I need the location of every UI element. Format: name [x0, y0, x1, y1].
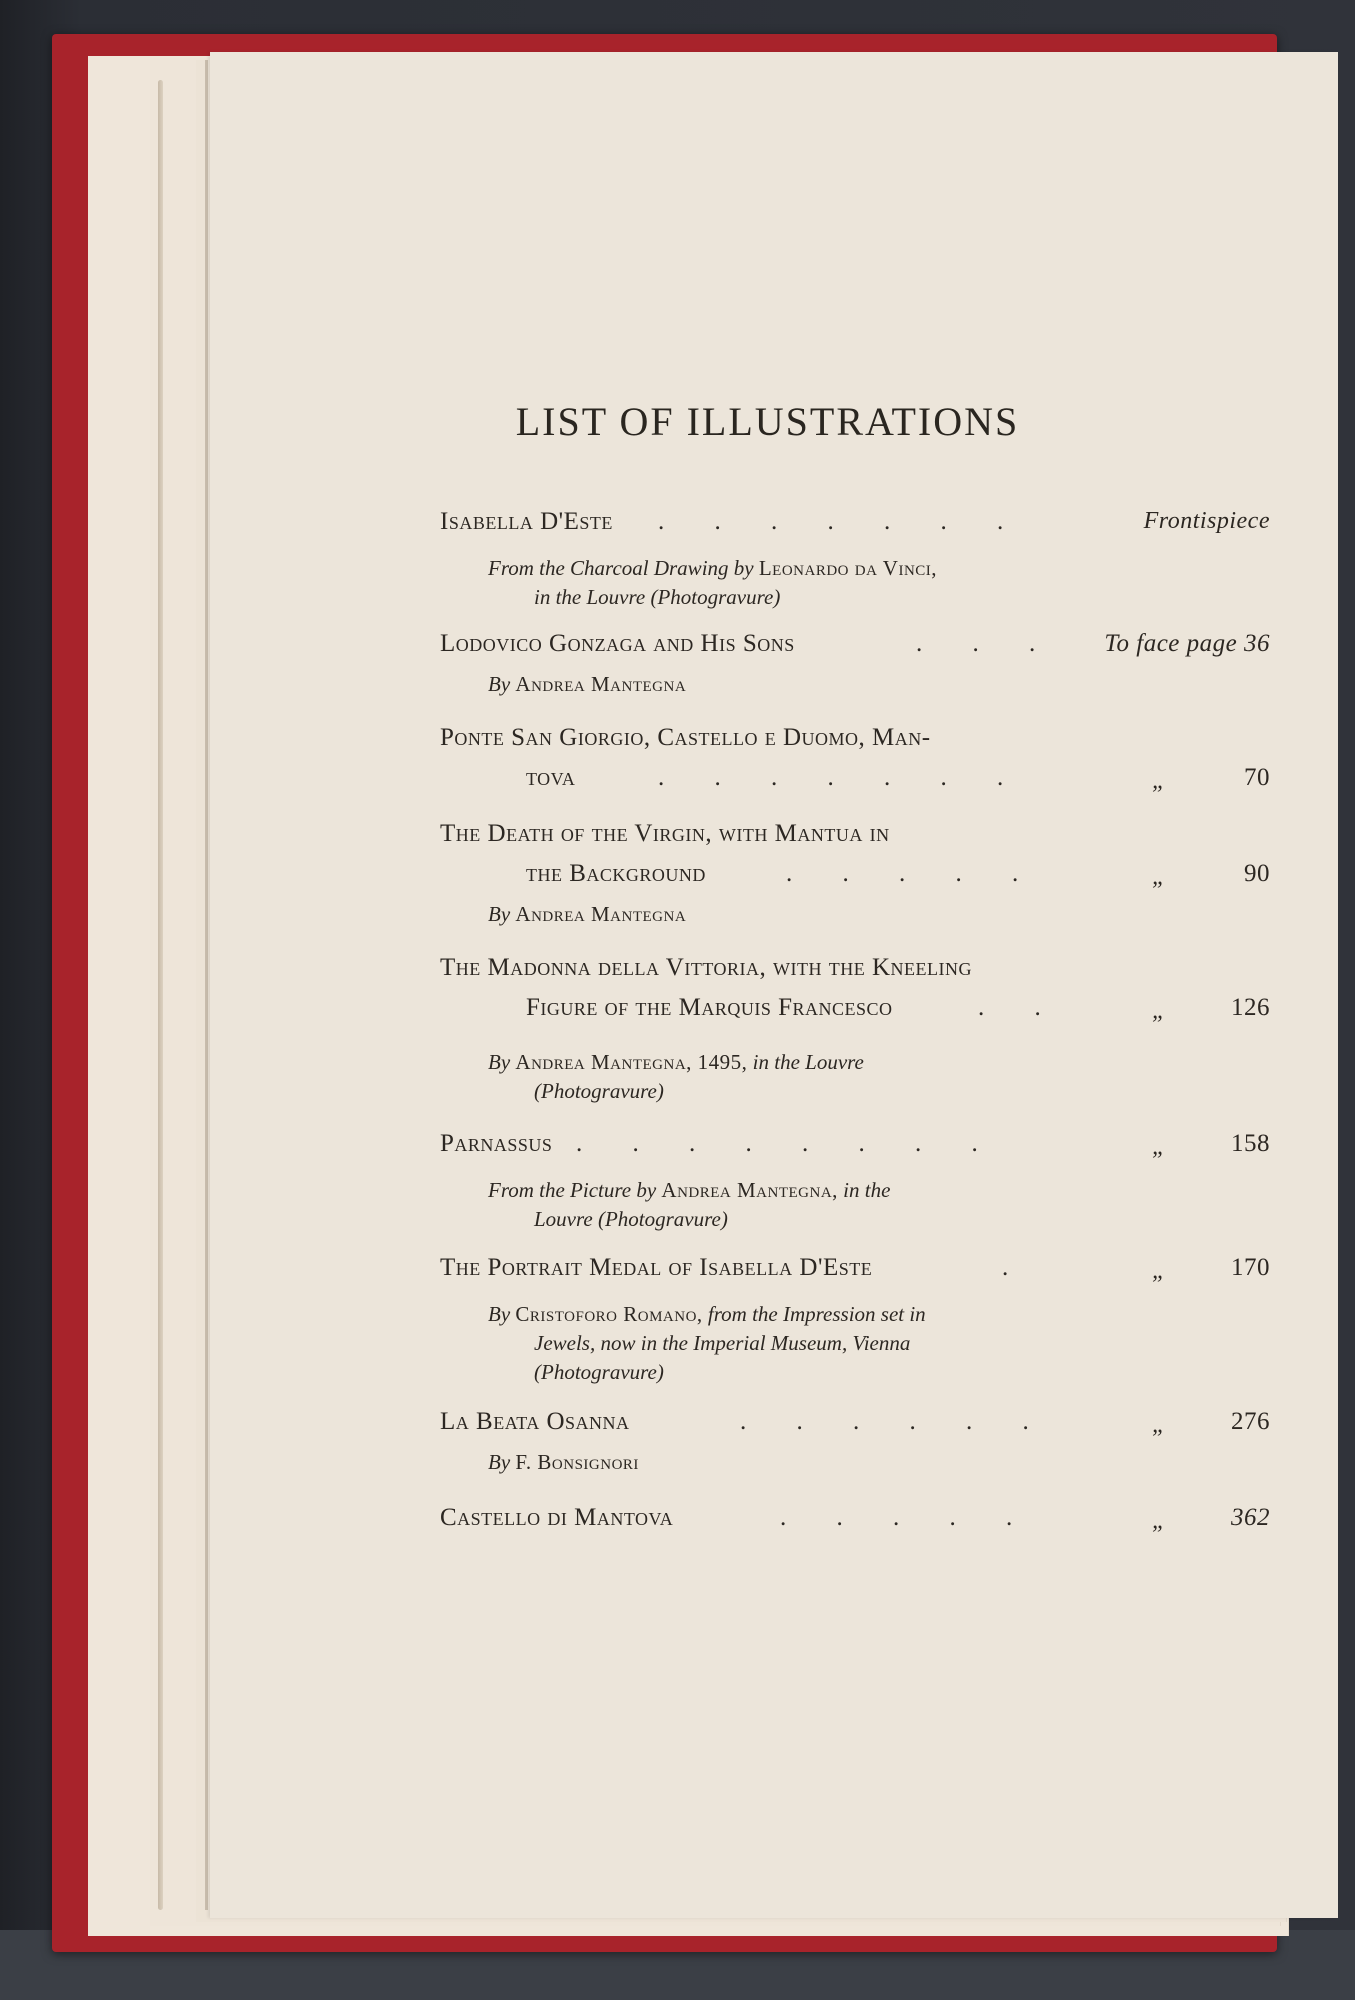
entry-title: Isabella D'Este	[440, 508, 613, 535]
caption-suffix: in the	[843, 1178, 891, 1202]
entry-page: 362	[1231, 1504, 1270, 1531]
entry-title: The Death of the Virgin, with Mantua in	[440, 820, 890, 847]
leader-dots: . . . . .	[786, 860, 1041, 887]
entry-caption	[488, 1300, 1098, 1387]
entry-title: Castello di Mantova	[440, 1504, 674, 1531]
entry-title-line	[440, 1504, 1270, 1544]
caption-continuation: Jewels, now in the Imperial Museum, Vienna	[534, 1331, 911, 1355]
entry-title: Parnassus	[440, 1130, 553, 1157]
illustration-entry	[440, 1504, 1270, 1544]
illustration-entry	[440, 820, 1270, 929]
entry-title-line	[440, 994, 1270, 1034]
leader-dots: . . . . . . .	[658, 508, 1026, 535]
illustration-entry	[440, 630, 1270, 699]
entry-caption	[488, 900, 1098, 929]
ditto-mark: „	[1152, 768, 1166, 794]
caption-suffix: from the Impression set in	[707, 1302, 926, 1326]
caption-artist: Cristoforo Romano,	[515, 1302, 703, 1326]
caption-artist: Andrea Mantegna	[515, 902, 687, 926]
entry-title-continued: Figure of the Marquis Francesco	[526, 994, 893, 1021]
leader-dots: . . . . . . .	[658, 764, 1026, 791]
entry-page: 170	[1231, 1254, 1270, 1281]
entry-caption	[488, 554, 1098, 612]
entry-page: Frontispiece	[1143, 508, 1270, 534]
leader-dots: . .	[978, 994, 1063, 1021]
entry-title: Lodovico Gonzaga and His Sons	[440, 630, 795, 657]
entry-title: La Beata Osanna	[440, 1408, 630, 1435]
leader-dots: . . . . . .	[740, 1408, 1051, 1435]
entry-title-continued: tova	[526, 764, 576, 791]
entry-title: The Portrait Medal of Isabella D'Este	[440, 1254, 873, 1281]
entry-caption	[488, 1448, 1098, 1477]
illustration-entry	[440, 1408, 1270, 1477]
entry-title-line	[440, 954, 1270, 994]
caption-prefix: By	[488, 1050, 511, 1074]
caption-prefix: By	[488, 1302, 511, 1326]
illustration-entry	[440, 724, 1270, 804]
ditto-mark: „	[1152, 1134, 1166, 1160]
entry-caption	[488, 1048, 1098, 1106]
entry-page: 276	[1231, 1408, 1270, 1435]
ditto-mark: „	[1152, 998, 1166, 1024]
entry-title-line	[440, 508, 1270, 548]
illustration-entry	[440, 508, 1270, 612]
caption-prefix: By	[488, 672, 511, 696]
caption-continuation: (Photogravure)	[534, 1079, 664, 1103]
caption-prefix: From the Charcoal Drawing by	[488, 556, 754, 580]
entry-title: Ponte San Giorgio, Castello e Duomo, Man-	[440, 724, 931, 751]
ditto-mark: „	[1152, 1508, 1166, 1534]
caption-artist: Andrea Mantegna	[515, 672, 687, 696]
illustration-entry	[440, 1254, 1270, 1387]
caption-prefix: From the Picture by	[488, 1178, 657, 1202]
entry-title-line	[440, 764, 1270, 804]
caption-artist: F. Bonsignori	[515, 1450, 639, 1474]
entry-page: 158	[1231, 1130, 1270, 1157]
entry-caption	[488, 1176, 1098, 1234]
leader-dots: . . . . .	[780, 1504, 1035, 1531]
caption-prefix: By	[488, 1450, 511, 1474]
entry-title-line	[440, 630, 1270, 670]
leader-dots: . . . . . . . .	[576, 1130, 1000, 1157]
entry-page: 90	[1244, 860, 1270, 887]
caption-continuation: in the Louvre (Photogravure)	[534, 585, 781, 609]
ditto-mark: „	[1152, 1412, 1166, 1438]
caption-artist: Andrea Mantegna, 1495,	[515, 1050, 748, 1074]
illustration-entry	[440, 1130, 1270, 1234]
entry-title: The Madonna della Vittoria, with the Kneeling	[440, 954, 972, 981]
entry-page	[1104, 630, 1270, 658]
deckle-edge	[158, 80, 163, 1910]
ditto-mark: „	[1152, 1258, 1166, 1284]
entry-caption	[488, 670, 1098, 699]
entry-title-line	[440, 820, 1270, 860]
page-title: LIST OF ILLUSTRATIONS	[515, 399, 1020, 444]
entry-page-text: To face page 36	[1104, 630, 1270, 657]
ditto-mark: „	[1152, 864, 1166, 890]
entry-title-continued: the Background	[526, 860, 706, 887]
illustration-entry	[440, 954, 1270, 1106]
leader-dots: .	[1002, 1254, 1031, 1281]
page-edge	[205, 60, 208, 1910]
caption-continuation: Louvre (Photogravure)	[534, 1207, 728, 1231]
leader-dots: . . .	[916, 630, 1058, 657]
caption-prefix: By	[488, 902, 511, 926]
entry-title-line	[440, 860, 1270, 900]
entry-page: 70	[1244, 764, 1270, 791]
entry-title-line	[440, 1254, 1270, 1294]
entry-title-line	[440, 1130, 1270, 1170]
entry-title-line	[440, 724, 1270, 764]
caption-artist: Andrea Mantegna,	[661, 1178, 838, 1202]
caption-continuation: (Photogravure)	[534, 1360, 664, 1384]
caption-artist: Leonardo da Vinci,	[758, 556, 938, 580]
caption-suffix: in the Louvre	[752, 1050, 864, 1074]
entry-title-line	[440, 1408, 1270, 1448]
entry-page: 126	[1231, 994, 1270, 1021]
